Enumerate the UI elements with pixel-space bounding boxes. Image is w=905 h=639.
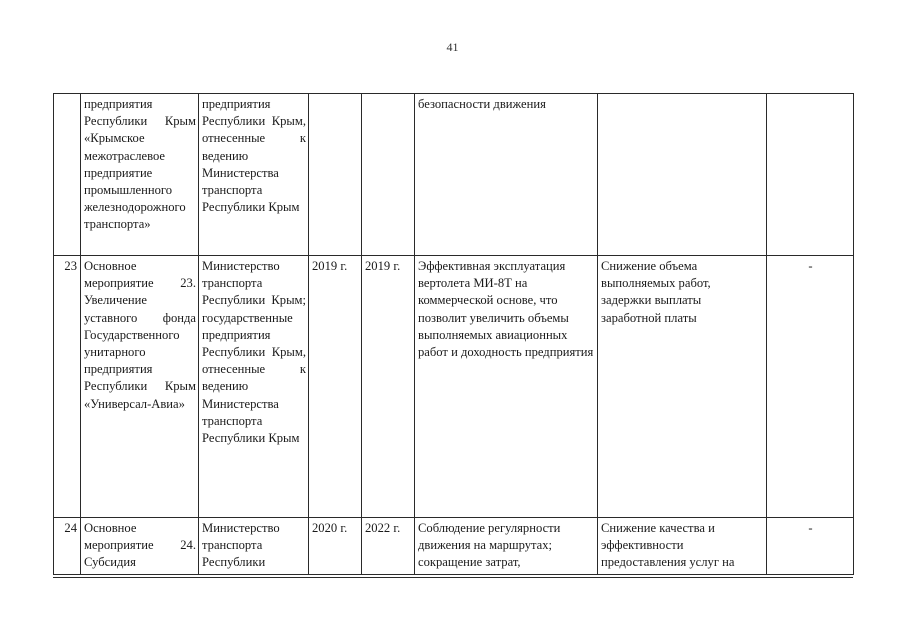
note-cell: - (767, 518, 854, 575)
end-year-cell: 2019 г. (362, 256, 415, 518)
result-cell: Соблюдение регулярности движения на маршрутах; сокращение затрат, (415, 518, 598, 575)
event-cell: Основное мероприятие 23. Увеличение уставного фонда Государственного унитарного предприятия Республики Крым «Универсал-Авиа» (81, 256, 199, 518)
executor-cell: Министерство транспорта Республики (199, 518, 309, 575)
table-row (54, 256, 854, 518)
end-year-cell: 2022 г. (362, 518, 415, 575)
row-number-cell (54, 94, 81, 256)
page-number: 41 (446, 40, 459, 54)
table-row (54, 518, 854, 575)
note-cell: - (767, 256, 854, 518)
measures-table (53, 93, 854, 575)
result-cell: безопасности движения (415, 94, 598, 256)
row-number-cell: 23 (54, 256, 81, 518)
table-row (54, 94, 854, 256)
consequences-cell: Снижение качества и эффективности предоставления услуг на (598, 518, 767, 575)
start-year-cell: 2020 г. (309, 518, 362, 575)
note-cell (767, 94, 854, 256)
table-bottom-edge (53, 577, 853, 578)
start-year-cell (309, 94, 362, 256)
consequences-cell (598, 94, 767, 256)
result-cell: Эффективная эксплуатация вертолета МИ-8Т на коммерческой основе, что позволит увеличить объемы выполняемых авиационных работ и доходность предприятия (415, 256, 598, 518)
end-year-cell (362, 94, 415, 256)
executor-cell: Министерство транспорта Республики Крым; государственные предприятия Республики Крым, отнесенные к ведению Министерства транспорта Республики Крым (199, 256, 309, 518)
event-cell: предприятия Республики Крым «Крымское межотраслевое предприятие промышленного железнодорожного транспорта» (81, 94, 199, 256)
row-number-cell: 24 (54, 518, 81, 575)
executor-cell: предприятия Республики Крым, отнесенные к ведению Министерства транспорта Республики Крым (199, 94, 309, 256)
event-cell: Основное мероприятие 24. Субсидия (81, 518, 199, 575)
consequences-cell: Снижение объема выполняемых работ, задержки выплаты заработной платы (598, 256, 767, 518)
start-year-cell: 2019 г. (309, 256, 362, 518)
page-cutoff (0, 578, 905, 639)
